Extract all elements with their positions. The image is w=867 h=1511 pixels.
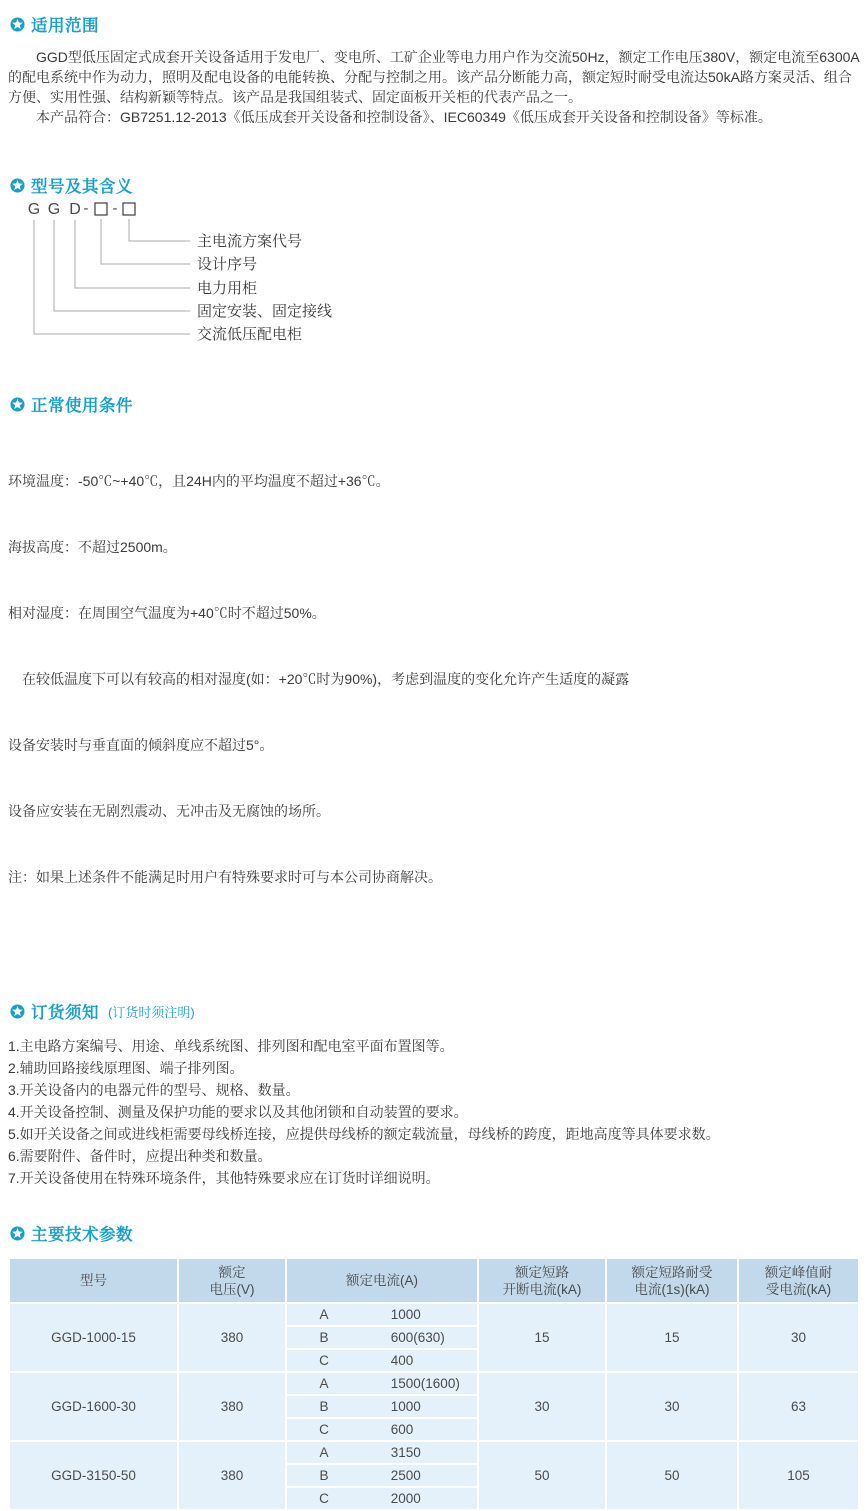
current-cell	[286, 1464, 478, 1487]
model-cell: GGD-3150-50	[9, 1441, 178, 1510]
current-value: 3150	[390, 1445, 421, 1460]
connector-line	[75, 220, 190, 288]
ordering-item: 3.开关设备内的电器元件的型号、规格、数量。	[8, 1082, 300, 1098]
model-cell: GGD-1600-30	[9, 1372, 178, 1441]
current-cell	[286, 1326, 478, 1349]
section-heading-model	[10, 173, 867, 197]
code-separator-1: -	[83, 200, 89, 217]
code-letter-1: G	[27, 201, 41, 218]
current-grade: B	[319, 1468, 329, 1483]
header-breaking-current	[478, 1258, 606, 1303]
model-label-power-cabinet: 电力用柜	[197, 280, 258, 297]
section-title-model: 型号及其含义	[31, 178, 133, 196]
section-title-conditions: 正常使用条件	[31, 397, 133, 415]
section-heading-conditions	[10, 392, 867, 416]
current-cell	[286, 1487, 478, 1510]
header-line: 额定电流(A)	[346, 1273, 418, 1288]
current-grade: B	[319, 1399, 329, 1414]
header-line: 额定短路耐受	[631, 1264, 713, 1280]
breaking-current-cell: 50	[478, 1441, 606, 1510]
section-title-scope: 适用范围	[31, 17, 99, 35]
ordering-item: 2.辅助回路接线原理图、端子排列图。	[8, 1060, 244, 1076]
header-rated-voltage	[178, 1258, 286, 1303]
code-letter-2: G	[47, 201, 61, 218]
header-rated-current	[286, 1258, 478, 1303]
voltage-cell: 380	[178, 1441, 286, 1510]
star-badge-icon	[10, 17, 25, 32]
condition-line: 环境温度：-50℃~+40℃，且24H内的平均温度不超过+36℃。	[8, 473, 390, 489]
withstand-current-cell: 15	[606, 1303, 738, 1372]
header-line: 电压(V)	[209, 1281, 255, 1297]
peak-current-cell: 105	[738, 1441, 859, 1510]
ordering-item: 4.开关设备控制、测量及保护功能的要求以及其他闭锁和自动装置的要求。	[8, 1104, 468, 1120]
section-heading-ordering	[10, 999, 867, 1023]
condition-line: 注：如果上述条件不能满足时用户有特殊要求时可与本公司协商解决。	[8, 869, 442, 885]
condition-line: 设备应安装在无剧烈震动、无冲击及无腐蚀的场所。	[8, 803, 330, 819]
current-grade: A	[319, 1376, 329, 1391]
header-peak-current	[738, 1258, 859, 1303]
section-ordering	[0, 999, 867, 1189]
current-value: 600	[390, 1422, 414, 1437]
model-label-ac-lv-cabinet: 交流低压配电柜	[197, 326, 303, 343]
current-value: 1500(1600)	[390, 1376, 460, 1391]
header-model	[9, 1258, 178, 1303]
section-title-parameters: 主要技术参数	[31, 1226, 133, 1244]
section-model	[0, 173, 867, 349]
model-label-scheme-code: 主电流方案代号	[197, 233, 303, 250]
section-subtitle-ordering: (订货时须注明)	[108, 1004, 195, 1020]
code-letter-3: D	[69, 201, 81, 218]
current-grade: C	[319, 1422, 329, 1437]
parameters-table	[8, 1257, 860, 1511]
peak-current-cell: 63	[738, 1372, 859, 1441]
current-value: 2500	[390, 1468, 421, 1483]
withstand-current-cell: 50	[606, 1441, 738, 1510]
current-value: 600(630)	[390, 1330, 445, 1345]
withstand-current-cell: 30	[606, 1372, 738, 1441]
model-label-design-number: 设计序号	[197, 256, 258, 273]
ordering-item: 7.开关设备使用在特殊环境条件，其他特殊要求应在订货时详细说明。	[8, 1170, 440, 1186]
connector-line	[34, 220, 190, 334]
section-title-ordering: 订货须知	[31, 1004, 99, 1022]
ordering-item: 6.需要附件、备件时，应提出种类和数量。	[8, 1148, 272, 1164]
current-cell	[286, 1303, 478, 1326]
table-header-row	[9, 1258, 859, 1303]
current-grade: C	[319, 1491, 329, 1506]
model-label-fixed-mount: 固定安装、固定接线	[197, 303, 333, 320]
header-withstand-current	[606, 1258, 738, 1303]
current-cell	[286, 1441, 478, 1464]
current-grade: C	[319, 1353, 329, 1368]
model-designation-diagram	[18, 199, 458, 349]
connector-line	[54, 220, 190, 311]
conditions-list	[8, 426, 861, 932]
condition-line: 在较低温度下可以有较高的相对湿度(如：+20℃时为90%)，考虑到温度的变化允许产生适度的凝露	[8, 671, 630, 687]
current-grade: B	[319, 1330, 329, 1345]
scope-paragraph-1: GGD型低压固定式成套开关设备适用于发电厂、变电所、工矿企业等电力用户作为交流50Hz，额定工作电压380V，额定电流至6300A的配电系统中作为动力，照明及配电设备的电能转换、分配与控制之用。该产品分断能力高，额定短时耐受电流达50kA路方案灵活、组合方便、实用性强、结构新颖等特点。该产品是我国组装式、固定面板开关柜的代表产品之一。	[8, 49, 860, 105]
header-line: 型号	[80, 1273, 107, 1288]
voltage-cell: 380	[178, 1303, 286, 1372]
code-box-design-number	[95, 203, 107, 215]
section-parameters	[0, 1221, 867, 1511]
star-badge-icon	[10, 1004, 25, 1019]
code-separator-2: -	[112, 200, 118, 217]
table-row	[9, 1303, 859, 1326]
ordering-list	[8, 1035, 861, 1189]
current-cell	[286, 1395, 478, 1418]
current-cell	[286, 1349, 478, 1372]
ordering-item: 5.如开关设备之间或进线柜需要母线桥连接，应提供母线桥的额定载流量，母线桥的跨度，距地高度等具体要求数。	[8, 1126, 720, 1142]
condition-line: 相对湿度：在周围空气温度为+40℃时不超过50%。	[8, 605, 326, 621]
connector-line	[129, 219, 190, 241]
section-heading-scope	[10, 12, 867, 36]
table-row	[9, 1441, 859, 1464]
current-grade: A	[319, 1307, 329, 1322]
section-heading-parameters	[10, 1221, 867, 1245]
current-grade: A	[319, 1445, 329, 1460]
current-value: 400	[390, 1353, 414, 1368]
header-line: 电流(1s)(kA)	[634, 1281, 710, 1297]
scope-paragraph-2: 本产品符合：GB7251.12-2013《低压成套开关设备和控制设备》、IEC60349《低压成套开关设备和控制设备》等标准。	[36, 109, 772, 125]
header-line: 受电流(kA)	[765, 1281, 832, 1297]
star-badge-icon	[10, 397, 25, 412]
header-line: 开断电流(kA)	[502, 1281, 582, 1297]
current-value: 2000	[390, 1491, 421, 1506]
section-conditions	[0, 392, 867, 932]
model-cell: GGD-1000-15	[9, 1303, 178, 1372]
ordering-item: 1.主电路方案编号、用途、单线系统图、排列图和配电室平面布置图等。	[8, 1038, 454, 1054]
current-value: 1000	[390, 1399, 421, 1414]
breaking-current-cell: 15	[478, 1303, 606, 1372]
header-line: 额定	[218, 1264, 246, 1280]
star-badge-icon	[10, 178, 25, 193]
current-cell	[286, 1372, 478, 1395]
scope-body	[8, 47, 861, 127]
table-row	[9, 1372, 859, 1395]
condition-line: 设备安装时与垂直面的倾斜度应不超过5°。	[8, 737, 274, 753]
peak-current-cell: 30	[738, 1303, 859, 1372]
star-badge-icon	[10, 1226, 25, 1241]
section-scope	[0, 0, 867, 127]
voltage-cell: 380	[178, 1372, 286, 1441]
breaking-current-cell: 30	[478, 1372, 606, 1441]
condition-line: 海拔高度：不超过2500m。	[8, 539, 177, 555]
current-value: 1000	[390, 1307, 421, 1322]
current-cell	[286, 1418, 478, 1441]
code-box-scheme-code	[123, 203, 135, 215]
header-line: 额定峰值耐	[764, 1264, 833, 1280]
header-line: 额定短路	[515, 1264, 569, 1280]
